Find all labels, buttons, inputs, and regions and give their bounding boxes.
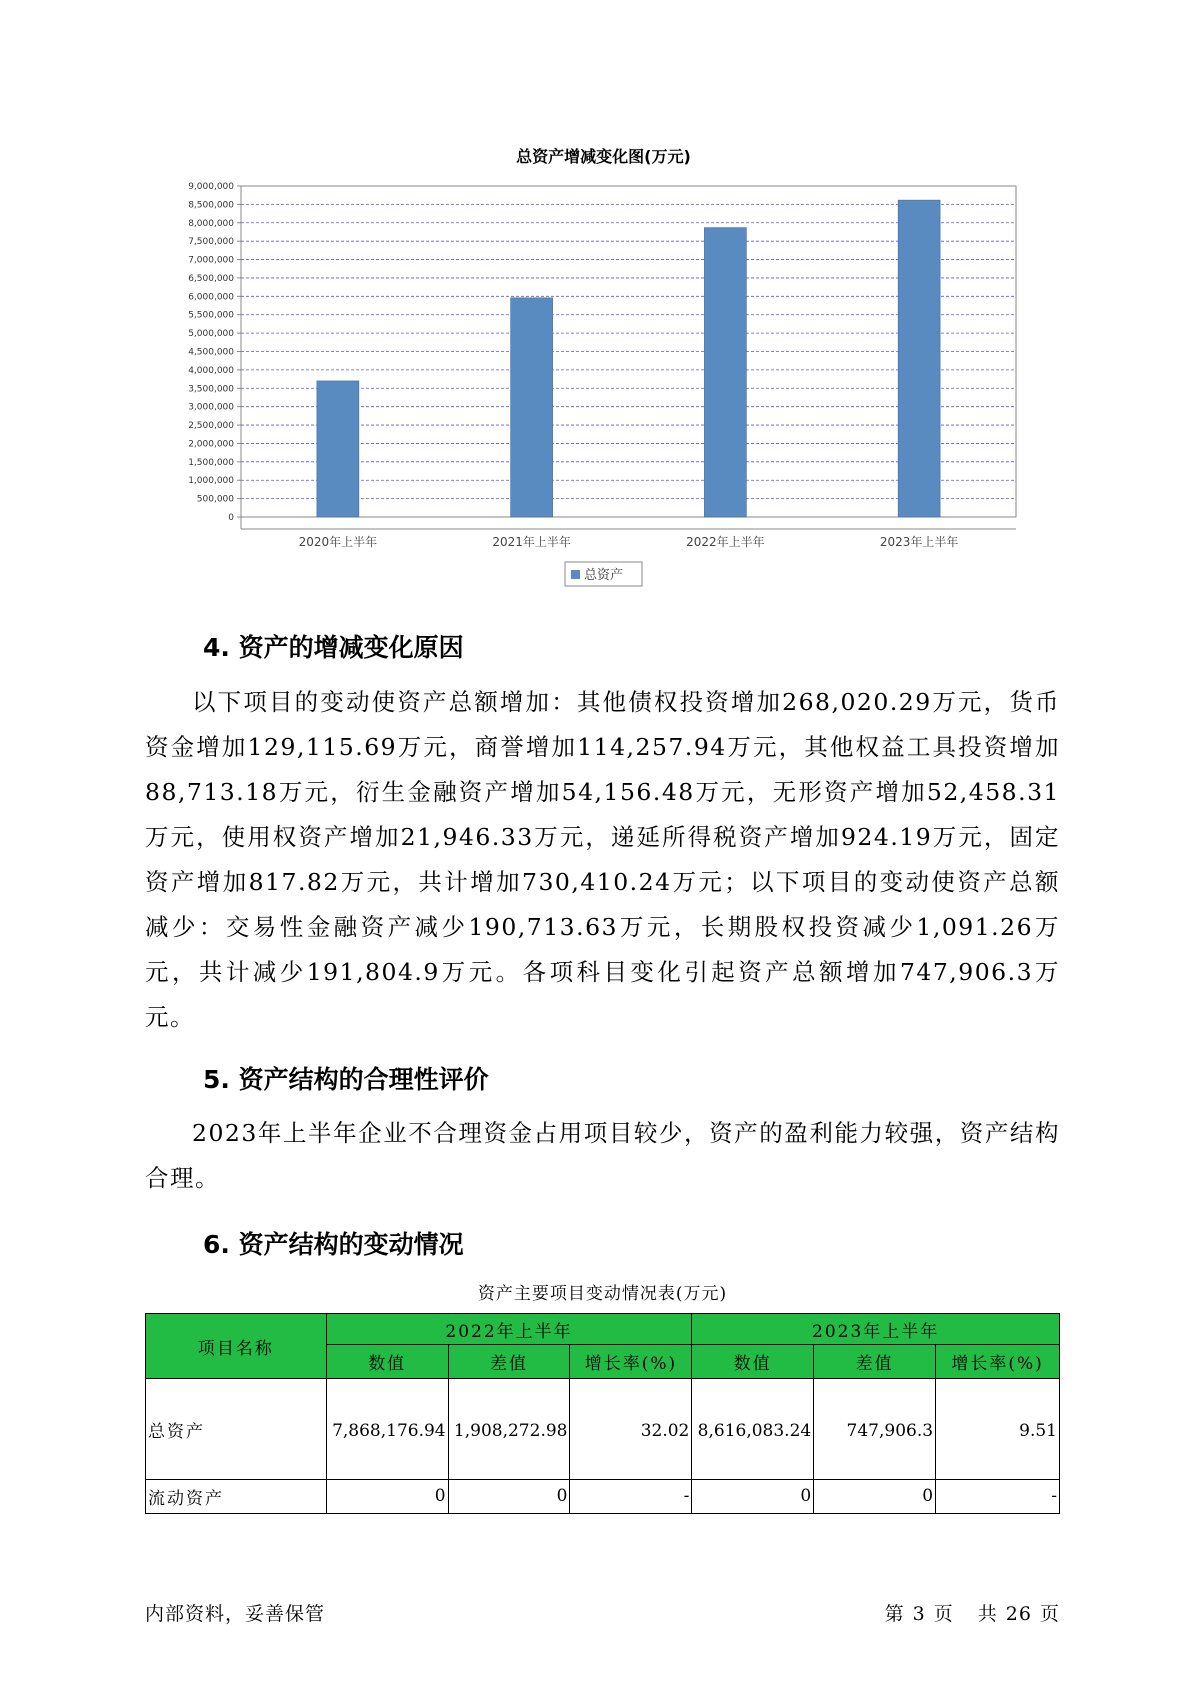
row-label: 流动资产 <box>146 1480 327 1514</box>
y-tick-label: 8,000,000 <box>188 218 234 229</box>
header-item-name: 项目名称 <box>146 1314 327 1379</box>
y-tick-label: 2,000,000 <box>188 439 234 450</box>
legend-label: 总资产 <box>584 568 624 583</box>
y-tick-label: 3,000,000 <box>188 402 234 413</box>
page-prefix: 第 <box>884 1603 905 1625</box>
y-tick-label: 6,500,000 <box>188 273 234 284</box>
y-tick-label: 4,000,000 <box>188 365 234 376</box>
y-tick-label: 500,000 <box>196 494 234 505</box>
header-value-1: 数值 <box>326 1345 448 1379</box>
cell-diff-2022: 0 <box>448 1480 570 1514</box>
asset-change-table <box>145 1313 1060 1514</box>
page-num: 3 <box>912 1603 926 1625</box>
cell-diff-2023: 0 <box>814 1480 936 1514</box>
x-tick-label: 2022年上半年 <box>686 535 765 549</box>
bar <box>898 200 940 517</box>
asset-chart <box>0 0 1191 600</box>
cell-diff-2022: 1,908,272.98 <box>448 1379 570 1480</box>
y-tick-label: 5,000,000 <box>188 329 234 340</box>
legend-swatch <box>571 570 580 579</box>
table-caption: 资产主要项目变动情况表(万元) <box>477 1284 728 1304</box>
total-prefix: 共 <box>977 1603 998 1625</box>
section-5-heading: 5. 资产结构的合理性评价 <box>203 1065 489 1094</box>
x-tick-label: 2023年上半年 <box>879 535 959 549</box>
y-tick-label: 3,500,000 <box>188 384 234 395</box>
section-4-heading: 4. 资产的增减变化原因 <box>203 633 464 662</box>
footer-page-number <box>885 1599 1060 1626</box>
y-tick-label: 7,500,000 <box>188 237 234 248</box>
y-tick-label: 0 <box>228 513 234 523</box>
x-tick-label: 2021年上半年 <box>492 535 571 549</box>
y-tick-label: 8,500,000 <box>188 200 234 211</box>
bar <box>704 228 746 517</box>
cell-diff-2023: 747,906.3 <box>814 1379 936 1480</box>
header-rate-2: 增长率(%) <box>936 1345 1060 1379</box>
total-suffix: 页 <box>1039 1603 1060 1625</box>
y-tick-label: 4,500,000 <box>188 347 234 358</box>
cell-rate-2022: - <box>570 1480 692 1514</box>
bar-chart-svg <box>0 0 1191 600</box>
page-mid: 页 <box>933 1603 954 1625</box>
section-6-heading: 6. 资产结构的变动情况 <box>203 1230 464 1259</box>
cell-rate-2022: 32.02 <box>570 1379 692 1480</box>
header-diff-2: 差值 <box>814 1345 936 1379</box>
cell-value-2022: 0 <box>326 1480 448 1514</box>
header-diff-1: 差值 <box>448 1345 570 1379</box>
section-4-body: 以下项目的变动使资产总额增加：其他债权投资增加268,020.29万元，货币资金增加129,115.69万元，商誉增加114,257.94万元，其他权益工具投资增加88,713.18万元，衍生金融资产增加54,156.48万元，无形资产增加52,458.31万元，使用权资产增加21,946.33万元，递延所得税资产增加924.19万元，固定资产增加817.82万元，共计增加730,410.24万元；以下项目的变动使资产总额减少：交易性金融资产减少190,713.63万元，长期股权投资减少1,091.26万元，共计减少191,804.9万元。各项科目变化引起资产总额增加747,906.3万元。 <box>145 688 1060 1031</box>
y-tick-label: 5,500,000 <box>188 310 234 321</box>
y-tick-label: 6,000,000 <box>188 292 234 303</box>
y-tick-label: 2,500,000 <box>188 421 234 432</box>
cell-value-2023: 0 <box>692 1480 814 1514</box>
header-period-2023: 2023年上半年 <box>692 1314 1060 1345</box>
y-tick-label: 9,000,000 <box>188 182 234 192</box>
table-row <box>146 1480 1060 1514</box>
header-value-2: 数值 <box>692 1345 814 1379</box>
y-tick-label: 1,000,000 <box>188 476 234 487</box>
y-tick-label: 7,000,000 <box>188 255 234 266</box>
cell-value-2022: 7,868,176.94 <box>326 1379 448 1480</box>
bar <box>511 298 553 517</box>
footer-confidential-note: 内部资料，妥善保管 <box>145 1603 326 1625</box>
header-rate-1: 增长率(%) <box>570 1345 692 1379</box>
section-5-body: 2023年上半年企业不合理资金占用项目较少，资产的盈利能力较强，资产结构合理。 <box>145 1119 1060 1192</box>
table-row <box>146 1379 1060 1480</box>
cell-rate-2023: 9.51 <box>936 1379 1060 1480</box>
chart-title: 总资产增减变化图(万元) <box>516 147 691 166</box>
x-tick-label: 2020年上半年 <box>298 535 378 549</box>
cell-rate-2023: - <box>936 1480 1060 1514</box>
header-period-2022: 2022年上半年 <box>326 1314 692 1345</box>
y-tick-label: 1,500,000 <box>188 457 234 468</box>
total-num: 26 <box>1005 1603 1032 1625</box>
cell-value-2023: 8,616,083.24 <box>692 1379 814 1480</box>
bar <box>317 381 359 517</box>
row-label: 总资产 <box>146 1379 327 1480</box>
